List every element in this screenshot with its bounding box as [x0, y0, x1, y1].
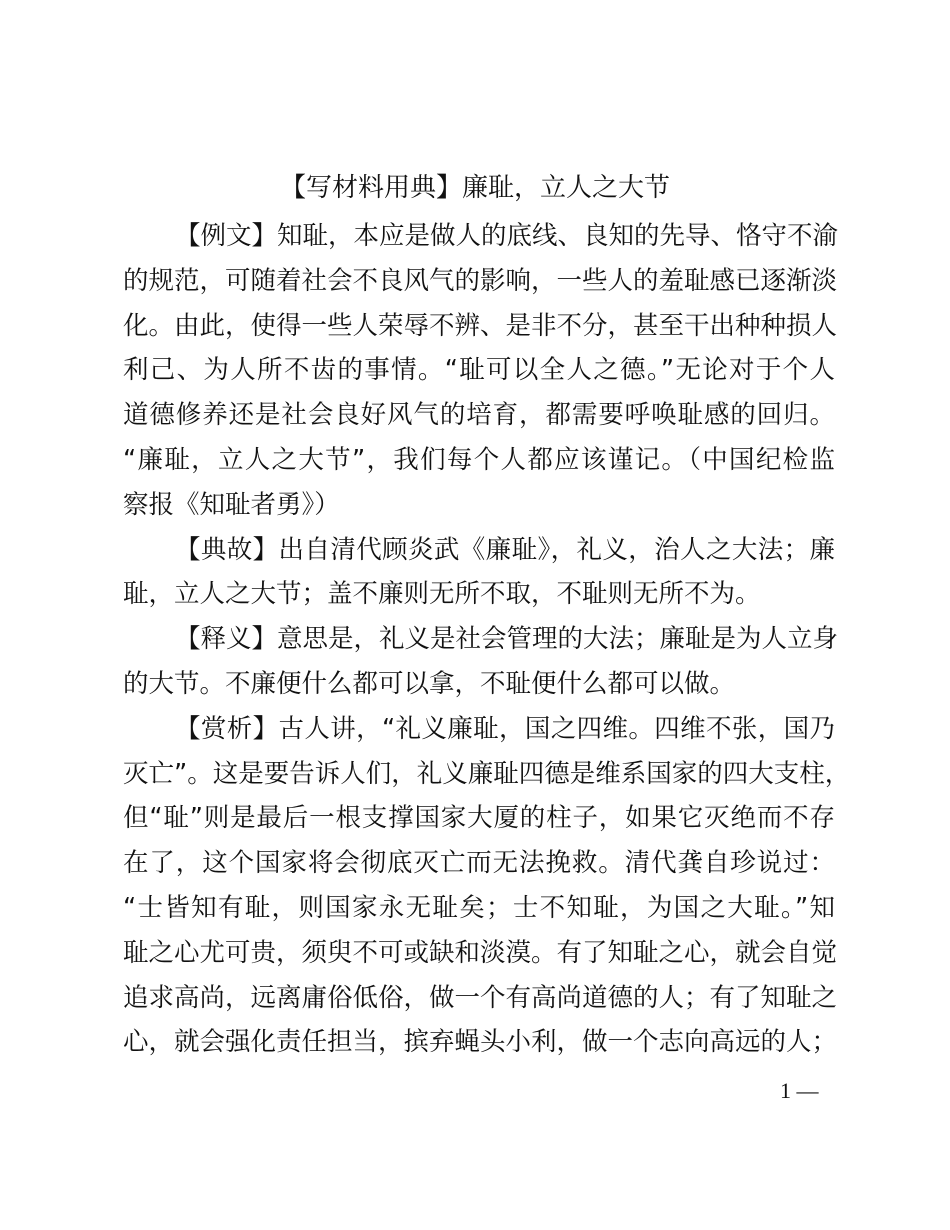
text-line: 但“耻”则是最后一根支撑国家大厦的柱子，如果它灭绝而不存	[123, 803, 835, 834]
text-line: 【释义】意思是，礼义是社会管理的大法；廉耻是为人立身	[175, 624, 839, 655]
text-line: 的大节。不廉便什么都可以拿，不耻便什么都可以做。	[123, 668, 736, 699]
page-number: 1 —	[780, 1078, 819, 1103]
paragraph	[123, 707, 851, 1065]
document-body	[123, 214, 851, 1065]
text-line: 【例文】知耻，本应是做人的底线、良知的先导、恪守不渝	[175, 221, 839, 251]
text-line: 【典故】出自清代顾炎武《廉耻》，礼义，治人之大法；廉	[175, 534, 835, 565]
text-line: 利己、为人所不齿的事情。“耻可以全人之德。”无论对于个人	[123, 355, 835, 386]
text-line: 道德修养还是社会良好风气的培育，都需要呼唤耻感的回归。	[123, 400, 835, 431]
paragraph	[123, 617, 839, 707]
text-line: “士皆知有耻，则国家永无耻矣；士不知耻，为国之大耻。”知	[123, 892, 835, 923]
text-line: “廉耻，立人之大节”，我们每个人都应该谨记。（中国纪检监	[123, 444, 835, 475]
paragraph	[123, 528, 835, 618]
text-line: 心，就会强化责任担当，摈弃蝇头小利，做一个志向高远的人；	[123, 1027, 838, 1058]
text-line: 灭亡”。这是要告诉人们，礼义廉耻四德是维系国家的四大支柱，	[123, 758, 851, 789]
text-line: 的规范，可随着社会不良风气的影响，一些人的羞耻感已逐渐淡	[123, 265, 838, 296]
text-line: 化。由此，使得一些人荣辱不辨、是非不分，甚至干出种种损人	[123, 310, 838, 341]
document-title: 【写材料用典】廉耻，立人之大节	[279, 173, 670, 203]
paragraph	[123, 214, 839, 528]
text-line: 察报《知耻者勇》）	[123, 489, 340, 520]
text-line: 追求高尚，远离庸俗低俗，做一个有高尚道德的人；有了知耻之	[123, 982, 838, 1013]
text-line: 耻，立人之大节；盖不廉则无所不取，不耻则无所不为。	[123, 579, 761, 610]
text-line: 【赏析】古人讲，“礼义廉耻，国之四维。四维不张，国乃	[175, 713, 835, 744]
text-line: 耻之心尤可贵，须臾不可或缺和淡漠。有了知耻之心，就会自觉	[123, 937, 838, 968]
text-line: 在了，这个国家将会彻底灭亡而无法挽救。清代龚自珍说过：	[123, 848, 835, 879]
